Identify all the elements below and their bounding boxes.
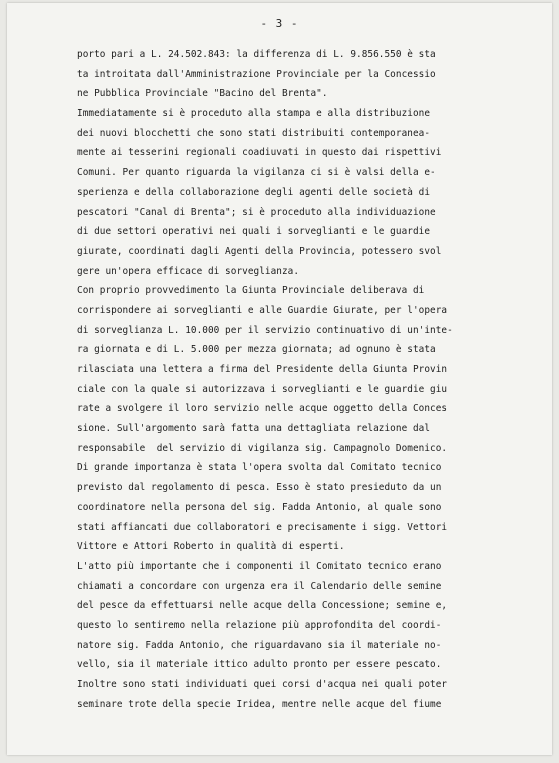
- text-line: natore sig. Fadda Antonio, che riguardavano sia il materiale no-: [77, 639, 442, 651]
- text-line: Inoltre sono stati individuati quei corsi d'acqua nei quali poter: [77, 679, 448, 690]
- text-line: pescatori "Canal di Brenta"; si è proceduto alla individuazione: [77, 206, 436, 218]
- text-line: ra giornata e di L. 5.000 per mezza giornata; ad ognuno è stata: [77, 344, 436, 356]
- text-line: del pesce da effettuarsi nelle acque della Concessione; semine e,: [77, 600, 448, 612]
- text-line: ciale con la quale si autorizzava i sorveglianti e le guardie giu: [77, 383, 448, 395]
- text-line: ta introitata dall'Amministrazione Provinciale per la Concessio: [77, 68, 436, 80]
- text-line: sione. Sull'argomento sarà fatta una dettagliata relazione dal: [77, 423, 431, 435]
- text-line: giurate, coordinati dagli Agenti della Provincia, potessero svol: [77, 245, 442, 257]
- text-line: sperienza e della collaborazione degli agenti delle società di: [77, 186, 431, 198]
- text-line: questo lo sentiremo nella relazione più approfondita del coordi-: [77, 619, 442, 631]
- text-line: rilasciata una lettera a firma del Presidente della Giunta Provin: [77, 364, 448, 375]
- document-body: [77, 45, 537, 714]
- text-line: di sorveglianza L. 10.000 per il servizio continuativo di un'inte-: [77, 324, 453, 336]
- text-line: Con proprio provvedimento la Giunta Provinciale deliberava di: [77, 285, 425, 297]
- text-line: coordinatore nella persona del sig. Fadda Antonio, al quale sono: [77, 501, 442, 513]
- text-line: stati affiancati due collaboratori e precisamente i sigg. Vettori: [77, 521, 448, 533]
- document-page: [7, 3, 552, 755]
- text-line: Di grande importanza è stata l'opera svolta dal Comitato tecnico: [77, 462, 442, 474]
- page-number: - 3 -: [260, 17, 299, 30]
- text-line: L'atto più importante che i componenti il Comitato tecnico erano: [77, 560, 442, 572]
- text-line: mente ai tesserini regionali coadiuvati in questo dai rispettivi: [77, 147, 442, 159]
- text-line: dei nuovi blocchetti che sono stati distribuiti contemporanea-: [77, 127, 431, 139]
- text-line: Immediatamente si è proceduto alla stampa e alla distribuzione: [77, 108, 431, 120]
- text-line: chiamati a concordare con urgenza era il Calendario delle semine: [77, 580, 442, 592]
- text-line: porto pari a L. 24.502.843: la differenza di L. 9.856.550 è sta: [77, 49, 436, 60]
- text-line: corrispondere ai sorveglianti e alle Guardie Giurate, per l'opera: [77, 304, 448, 316]
- text-line: vello, sia il materiale ittico adulto pronto per essere pescato.: [77, 659, 442, 671]
- text-line: rate a svolgere il loro servizio nelle acque oggetto della Conces: [77, 403, 448, 415]
- text-line: seminare trote della specie Iridea, mentre nelle acque del fiume: [77, 698, 442, 710]
- text-line: Comuni. Per quanto riguarda la vigilanza ci si è valsi della e-: [77, 167, 436, 179]
- text-line: previsto dal regolamento di pesca. Esso è stato presieduto da un: [77, 482, 442, 494]
- text-line: di due settori operativi nei quali i sorveglianti e le guardie: [77, 226, 431, 238]
- text-line: Vittore e Attori Roberto in qualità di esperti.: [77, 541, 345, 553]
- text-line: ne Pubblica Provinciale "Bacino del Brenta".: [77, 88, 328, 100]
- text-line: responsabile del servizio di vigilanza sig. Campagnolo Domenico.: [77, 442, 448, 454]
- text-line: gere un'opera efficace di sorveglianza.: [77, 265, 300, 277]
